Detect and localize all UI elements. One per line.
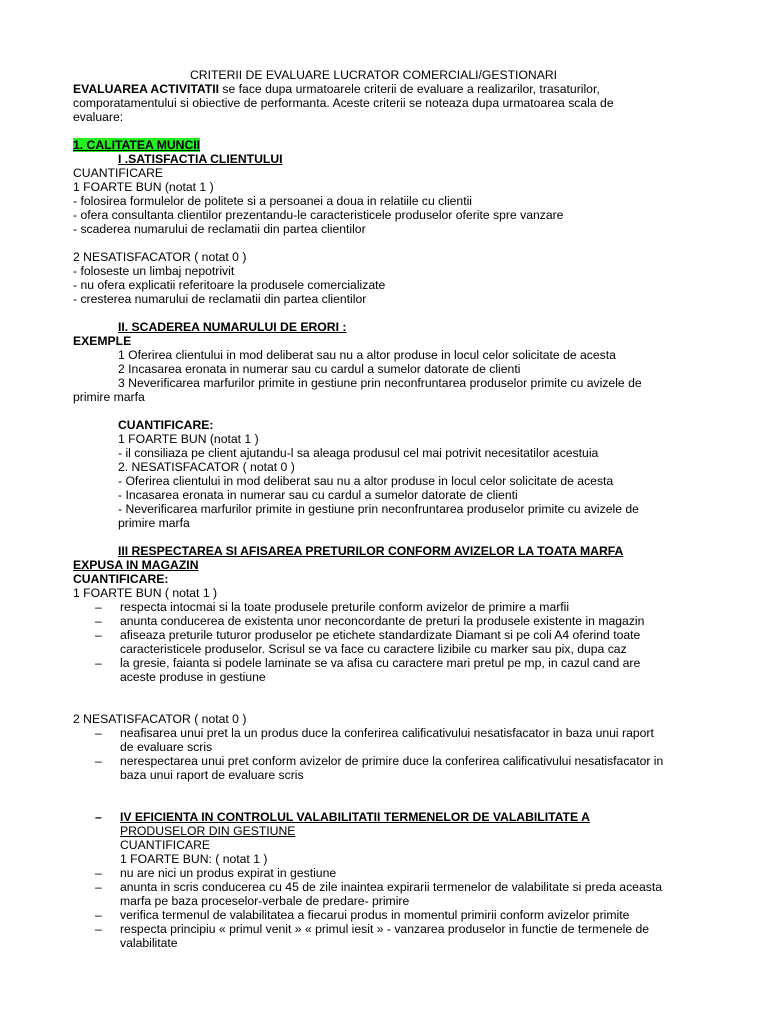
line-text: 2 NESATISFACATOR ( notat 0 ) <box>73 250 247 264</box>
line-text: anunta in scris conducerea cu 45 de zile inaintea expirarii termenelor de valabilitate si preda aceasta <box>120 880 662 894</box>
section-heading: II. SCADEREA NUMARULUI DE ERORI : <box>118 320 347 334</box>
bullet-dash: – <box>95 810 102 824</box>
text-line <box>73 138 200 152</box>
line-text: afiseaza preturile tuturor produselor pe etichete standardizate Diamant si pe coli A4 oferind toate <box>120 628 641 642</box>
text-line <box>73 180 214 194</box>
text-line <box>73 558 199 572</box>
text-line <box>118 446 598 460</box>
text-line <box>120 614 644 628</box>
line-text: CUANTIFICARE: <box>73 572 169 586</box>
line-text: CRITERII DE EVALUARE LUCRATOR COMERCIALI/GESTIONARI <box>190 68 558 82</box>
bullet-dash: – <box>95 726 102 740</box>
line-text: - Oferirea clientului in mod deliberat sau nu a altor produse in locul celor solicitate de acesta <box>118 474 614 488</box>
bullet-dash: – <box>95 880 102 894</box>
text-line <box>118 152 283 166</box>
line-text: verifica termenul de valabilitatea a fiecarui produs in momentul primirii conform avizelor primite <box>120 908 630 922</box>
line-text: 1 Oferirea clientului in mod deliberat sau nu a altor produse in locul celor solicitate de acesta <box>118 348 616 362</box>
text-line <box>120 908 629 922</box>
text-line <box>118 544 623 558</box>
text-line <box>120 726 654 740</box>
section-heading: 1. CALITATEA MUNCII <box>73 138 201 152</box>
line-text: 2 NESATISFACATOR ( notat 0 ) <box>73 712 247 726</box>
text-line <box>120 768 304 782</box>
text-line <box>120 642 627 656</box>
line-text: valabilitate <box>120 936 178 950</box>
text-line <box>73 222 366 236</box>
text-line <box>73 278 385 292</box>
line-text: - scaderea numarului de reclamatii din partea clientilor <box>73 222 366 236</box>
text-segment: se face dupa urmatoarele criterii de evaluare a realizarilor, trasaturilor, <box>219 82 600 96</box>
line-text: EXEMPLE <box>73 334 132 348</box>
text-line <box>73 572 168 586</box>
text-line <box>120 600 569 614</box>
line-text: CUANTIFICARE: <box>118 418 214 432</box>
text-line <box>118 460 295 474</box>
line-text: 2 Incasarea eronata in numerar sau cu cardul a sumelor datorate de clienti <box>118 362 521 376</box>
text-line <box>120 628 640 642</box>
bullet-dash: – <box>95 754 102 768</box>
line-text: caracteristicele produselor. Scrisul se va face cu caractere lizibile cu marker sau pix, dupa caz <box>120 642 627 656</box>
bullet-dash: – <box>95 866 102 880</box>
text-line <box>120 656 640 670</box>
line-text: - il consiliaza pe client ajutandu-l sa aleaga produsul cel mai potrivit necesitatilor acestuia <box>118 446 599 460</box>
text-line <box>120 824 295 838</box>
text-line <box>73 208 563 222</box>
text-line <box>73 166 163 180</box>
text-line <box>118 418 213 432</box>
text-line <box>73 712 246 726</box>
bullet-dash: – <box>95 614 102 628</box>
line-text: aceste produse in gestiune <box>120 670 266 684</box>
line-text: CUANTIFICARE <box>73 166 164 180</box>
text-line <box>120 936 178 950</box>
line-text: neafisarea unui pret la un produs duce la conferirea calificativului nesatisfacator in baza unui raport <box>120 726 654 740</box>
line-text: - nu ofera explicatii referitoare la produsele comercializate <box>73 278 386 292</box>
line-text: CUANTIFICARE <box>120 838 211 852</box>
text-line <box>120 866 336 880</box>
line-text: 2. NESATISFACATOR ( notat 0 ) <box>118 460 295 474</box>
line-text: evaluare: <box>73 110 124 124</box>
text-line <box>73 82 600 96</box>
text-line <box>118 502 639 516</box>
text-line <box>73 96 614 110</box>
line-text: 1 FOARTE BUN: ( notat 1 ) <box>120 852 268 866</box>
text-line <box>118 516 190 530</box>
line-text: - Incasarea eronata in numerar sau cu cardul a sumelor datorate de clienti <box>118 488 518 502</box>
bullet-dash: – <box>95 908 102 922</box>
text-line <box>73 390 145 404</box>
text-line <box>73 264 234 278</box>
bullet-dash: – <box>95 922 102 936</box>
text-line <box>120 838 210 852</box>
text-line <box>73 194 472 208</box>
line-text: 1 FOARTE BUN (notat 1 ) <box>118 432 259 446</box>
bullet-dash: – <box>95 600 102 614</box>
section-heading: IV EFICIENTA IN CONTROLUL VALABILITATII TERMENELOR DE VALABILITATE A <box>120 810 590 824</box>
text-line <box>120 880 662 894</box>
line-text: de evaluare scris <box>120 740 213 754</box>
text-line <box>118 362 520 376</box>
text-line <box>118 432 259 446</box>
line-text: respecta principiu « primul venit » « primul iesit » - vanzarea produselor in functie de termenele de <box>120 922 650 936</box>
text-line <box>120 740 212 754</box>
text-line <box>190 68 557 82</box>
text-line <box>73 334 131 348</box>
bullet-dash: – <box>95 656 102 670</box>
line-text: nu are nici un produs expirat in gestiune <box>120 866 337 880</box>
text-line <box>73 250 246 264</box>
line-text: primire marfa <box>118 516 190 530</box>
text-line <box>120 670 266 684</box>
line-text: 1 FOARTE BUN (notat 1 ) <box>73 180 214 194</box>
line-text: baza unui raport de evaluare scris <box>120 768 304 782</box>
line-text: - cresterea numarului de reclamatii din partea clientilor <box>73 292 367 306</box>
text-line <box>120 922 649 936</box>
line-text: 3 Neverificarea marfurilor primite in gestiune prin neconfruntarea produselor primite cu avizele de <box>118 376 642 390</box>
text-line <box>73 292 366 306</box>
section-heading: EXPUSA IN MAGAZIN <box>73 558 199 572</box>
text-line <box>73 110 123 124</box>
text-line <box>118 320 346 334</box>
text-line <box>73 586 217 600</box>
line-text: - ofera consultanta clientilor prezentandu-le caracteristicele produselor oferite spre vanzare <box>73 208 564 222</box>
line-text: anunta conducerea de existenta unor neconcordante de preturi la produsele existente in magazin <box>120 614 645 628</box>
line-text: 1 FOARTE BUN ( notat 1 ) <box>73 586 218 600</box>
section-heading: I .SATISFACTIA CLIENTULUI <box>118 152 283 166</box>
line-text: la gresie, faianta si podele laminate se va afisa cu caractere mari pretul pe mp, in cazul cand are <box>120 656 641 670</box>
line-text: comporatamentului si obiective de performanta. Aceste criterii se noteaza dupa urmatoarea scala de <box>73 96 614 110</box>
text-line <box>120 810 590 824</box>
text-line <box>118 348 616 362</box>
bullet-dash: – <box>95 628 102 642</box>
line-text: - Neverificarea marfurilor primite in gestiune prin neconfruntarea produselor primite cu avizele de <box>118 502 639 516</box>
text-line <box>120 894 409 908</box>
text-line <box>118 376 642 390</box>
line-text: nerespectarea unui pret conform avizelor de primire duce la conferirea calificativului nesatisfacator in <box>120 754 664 768</box>
text-segment: EVALUAREA ACTIVITATII <box>73 82 220 96</box>
line-text: primire marfa <box>73 390 145 404</box>
line-text: PRODUSELOR DIN GESTIUNE <box>120 824 296 838</box>
section-heading: III RESPECTAREA SI AFISAREA PRETURILOR CONFORM AVIZELOR LA TOATA MARFA <box>118 544 624 558</box>
text-line <box>120 754 663 768</box>
line-text: - folosirea formulelor de politete si a persoanei a doua in relatiile cu clientii <box>73 194 473 208</box>
line-text: respecta intocmai si la toate produsele preturile conform avizelor de primire a marfii <box>120 600 570 614</box>
line-text: marfa pe baza proceselor-verbale de predare- primire <box>120 894 410 908</box>
line-text: - foloseste un limbaj nepotrivit <box>73 264 235 278</box>
text-line <box>118 474 613 488</box>
text-line <box>120 852 267 866</box>
text-line <box>118 488 518 502</box>
